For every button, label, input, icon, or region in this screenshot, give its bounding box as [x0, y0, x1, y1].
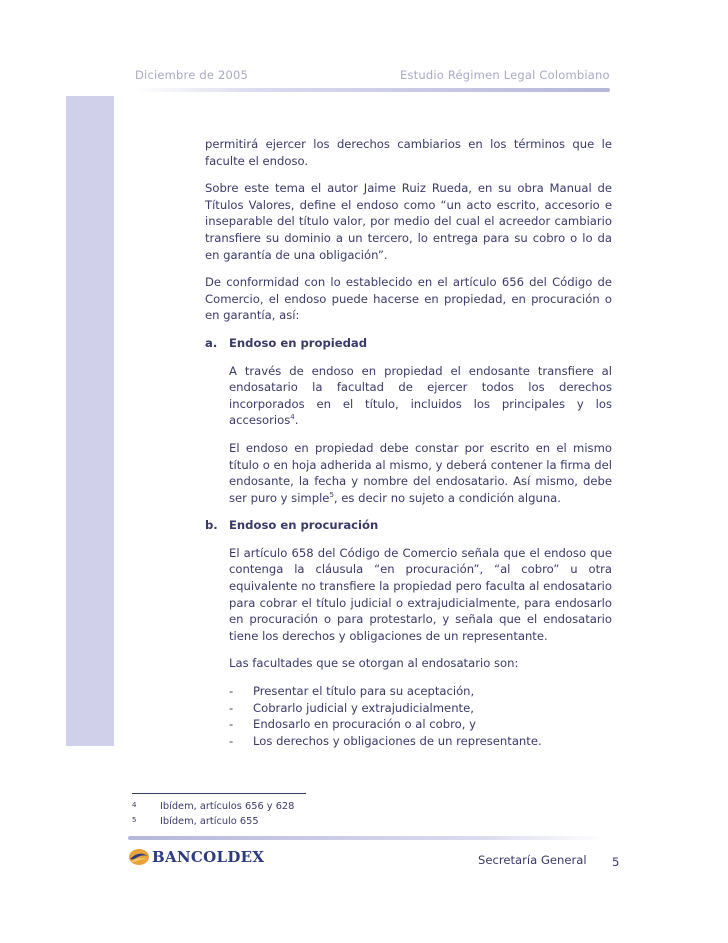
list-item-text: Presentar el título para su aceptación,: [253, 684, 475, 699]
footnote-text: Ibídem, artículos 656 y 628: [160, 801, 295, 812]
list-dash: -: [229, 733, 234, 748]
list-item: [229, 733, 612, 750]
list-dash: -: [229, 684, 234, 699]
paragraph-2: Sobre este tema el autor Jaime Ruiz Rueda, en su obra Manual de Títulos Valores, define el endoso como “un acto escrito, accesorio e inseparable del título valor, por medio del cual el acreedor cambiario transfiere su dominio a un tercero, lo entrega para su cobro o lo da en garantía de una obligación”.: [205, 181, 612, 262]
section-a-paragraph-1: [229, 363, 612, 429]
bancoldex-logo-icon: [128, 848, 150, 866]
list-dash: -: [229, 717, 234, 732]
list-item: [229, 716, 612, 733]
list-item: [229, 683, 612, 700]
section-b-paragraph-2: Las facultades que se otorgan al endosatario son:: [229, 656, 519, 671]
header-title: Estudio Régimen Legal Colombiano: [400, 68, 610, 82]
paragraph-1: permitirá ejercer los derechos cambiarios en los términos que le faculte el endoso.: [205, 137, 612, 168]
section-a-paragraph-2: [229, 440, 612, 506]
footnote-4: [132, 799, 294, 814]
section-b-paragraph-1: El artículo 658 del Código de Comercio señala que el endoso que contenga la cláusula “en procuración”, “al cobro” u otra equivalente no transfiere la propiedad pero faculta al endosatario para cobrar el título judicial o extrajudicialmente, para endosarlo en procuración o para protestarlo, y señala que el endosatario tiene los derechos y obligaciones de un representante.: [229, 545, 612, 643]
side-decoration-bar: [66, 96, 114, 746]
footnote-5: [132, 814, 294, 829]
paragraph-3: De conformidad con lo establecido en el artículo 656 del Código de Comercio, el endoso puede hacerse en propiedad, en procuración o en garantía, así:: [205, 275, 612, 323]
list-item: [229, 700, 612, 717]
list-item-text: Endosarlo en procuración o al cobro, y: [253, 717, 476, 732]
footnote-ref-4: 4: [290, 413, 295, 422]
section-b-letter: b.: [205, 518, 218, 533]
footnote-number: 4: [132, 801, 137, 809]
section-b-body: [229, 545, 612, 750]
list-dash: -: [229, 700, 234, 715]
page-content: [205, 136, 612, 749]
section-a-paragraph-2-text: El endoso en propiedad debe constar por escrito en el mismo título o en hoja adherida al mismo, y deberá contener la firma del endosante, la fecha y nombre del endosatario. Así mismo, debe ser puro y simple: [229, 440, 612, 505]
section-a-paragraph-1-text: A través de endoso en propiedad el endosante transfiere al endosatario la facultad de ejercer todos los derechos incorporados en el título, incluidos los principales y los accesorios: [229, 363, 612, 428]
footnote-number: 5: [132, 816, 137, 824]
bancoldex-logo-text: BANCOLDEX: [152, 848, 265, 866]
footnote-text: Ibídem, artículo 655: [160, 816, 259, 827]
section-a-title: Endoso en propiedad: [229, 335, 368, 350]
footer-rule: [128, 836, 606, 840]
footer-department: Secretaría General: [478, 853, 587, 867]
list-item-text: Cobrarlo judicial y extrajudicialmente,: [253, 700, 474, 715]
faculties-list: [229, 683, 612, 749]
header-date: Diciembre de 2005: [135, 68, 249, 82]
section-a-body: [229, 363, 612, 507]
list-item-text: Los derechos y obligaciones de un representante.: [253, 733, 542, 748]
bancoldex-logo: [128, 848, 264, 866]
section-a-paragraph-2-end: , es decir no sujeto a condición alguna.: [333, 490, 561, 505]
section-b-heading: [205, 517, 612, 534]
footnotes: [132, 799, 294, 829]
section-b-title: Endoso en procuración: [229, 518, 379, 533]
header-rule: [132, 88, 610, 92]
page-number: 5: [612, 855, 620, 869]
footnote-ref-5: 5: [329, 490, 334, 499]
section-a-letter: a.: [205, 335, 218, 350]
section-a-heading: [205, 335, 612, 352]
footnote-separator: [132, 793, 306, 794]
section-a-paragraph-1-end: .: [294, 413, 299, 428]
